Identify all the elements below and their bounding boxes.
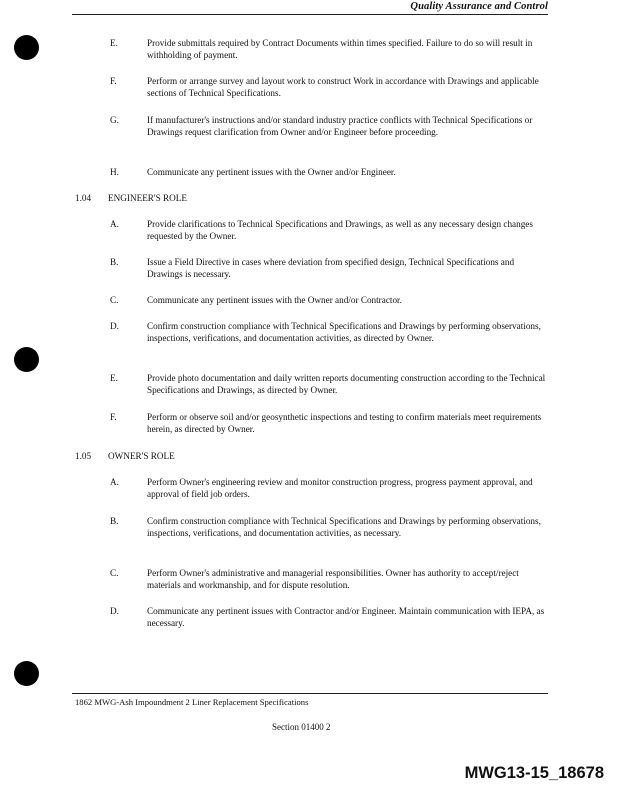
footer-document-title: 1862 MWG-Ash Impoundment 2 Liner Replacement Specifications <box>75 697 309 707</box>
item-text: Perform or arrange survey and layout work to construct Work in accordance with Drawings and applicable sections of Technical Specifications. <box>147 76 539 99</box>
section-number: 1.05 <box>75 451 92 461</box>
item-letter: F. <box>110 412 117 422</box>
bates-number: MWG13-15_18678 <box>464 764 604 782</box>
item-text: Confirm construction compliance with Technical Specifications and Drawings by performing observations, inspections, verifications, and documentation activities, as necessary. <box>147 516 541 539</box>
punch-hole-middle <box>14 347 39 372</box>
item-text: Communicate any pertinent issues with Contractor and/or Engineer. Maintain communication with IEPA, as necessary. <box>147 606 545 629</box>
item-text: Perform Owner's engineering review and monitor construction progress, progress payment approval, and approval of field job orders. <box>147 477 533 500</box>
item-letter: C. <box>110 295 119 305</box>
item-letter: E. <box>110 38 118 48</box>
item-letter: F. <box>110 76 117 86</box>
item-letter: E. <box>110 373 118 383</box>
item-text: Provide submittals required by Contract Documents within times specified. Failure to do so will result in withholding of payment. <box>147 38 533 61</box>
punch-hole-bottom <box>14 661 39 686</box>
section-title: ENGINEER'S ROLE <box>108 193 187 203</box>
item-letter: A. <box>110 219 119 229</box>
item-text: Provide clarifications to Technical Specifications and Drawings, as well as any necessary design changes requested by the Owner. <box>147 219 533 242</box>
item-letter: C. <box>110 568 119 578</box>
footer-rule <box>72 693 548 694</box>
header-title: Quality Assurance and Control <box>410 1 548 12</box>
item-letter: D. <box>110 321 119 331</box>
punch-hole-top <box>14 35 39 60</box>
item-text: Communicate any pertinent issues with the Owner and/or Engineer. <box>147 167 396 177</box>
item-text: Issue a Field Directive in cases where deviation from specified design, Technical Specifications and Drawings is necessary. <box>147 257 515 280</box>
item-text: Provide photo documentation and daily written reports documenting construction according to the Technical Specifications and Drawings, as directed by Owner. <box>147 373 546 396</box>
item-text: Perform or observe soil and/or geosynthetic inspections and testing to confirm materials meet requirements herein, as directed by Owner. <box>147 412 542 435</box>
item-letter: A. <box>110 477 119 487</box>
item-letter: B. <box>110 516 119 526</box>
item-text: Confirm construction compliance with Technical Specifications and Drawings by performing observations, inspections, verifications, and documentation activities, as directed by Owner. <box>147 321 541 344</box>
item-letter: B. <box>110 257 119 267</box>
footer-page-number: Section 01400 2 <box>272 722 331 732</box>
section-title: OWNER'S ROLE <box>108 451 175 461</box>
item-text: Communicate any pertinent issues with the Owner and/or Contractor. <box>147 295 402 305</box>
item-text: Perform Owner's administrative and managerial responsibilities. Owner has authority to accept/reject materials and workmanship, and for dispute resolution. <box>147 568 519 591</box>
section-number: 1.04 <box>75 193 92 203</box>
item-letter: H. <box>110 167 119 177</box>
item-letter: D. <box>110 606 119 616</box>
item-letter: G. <box>110 115 119 125</box>
item-text: If manufacturer's instructions and/or standard industry practice conflicts with Technical Specifications or Drawings request clarification from Owner and/or Engineer before proceeding. <box>147 115 533 138</box>
header-rule <box>72 14 548 15</box>
